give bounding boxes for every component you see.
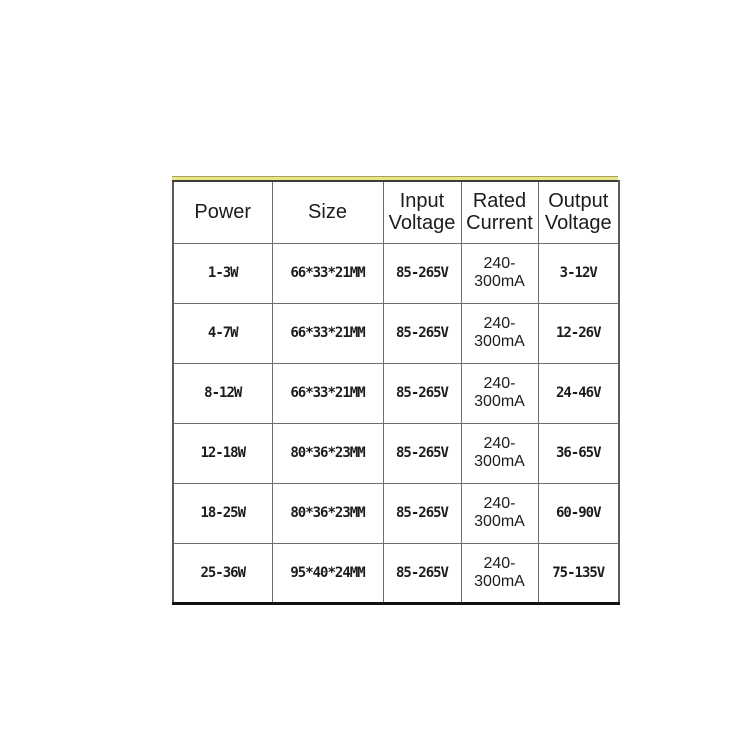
cell-output-voltage: 60-90V bbox=[538, 483, 619, 543]
cell-size: 66*33*21MM bbox=[272, 243, 383, 303]
cell-power: 25-36W bbox=[173, 543, 272, 603]
spec-table bbox=[172, 176, 618, 605]
cell-output-voltage: 12-26V bbox=[538, 303, 619, 363]
spec-table-grid bbox=[172, 180, 620, 605]
column-header-output-voltage: Output Voltage bbox=[538, 181, 619, 243]
cell-rated-current: 240-300mA bbox=[461, 543, 538, 603]
column-header-power: Power bbox=[173, 181, 272, 243]
cell-size: 80*36*23MM bbox=[272, 423, 383, 483]
cell-output-voltage: 75-135V bbox=[538, 543, 619, 603]
cell-power: 4-7W bbox=[173, 303, 272, 363]
cell-output-voltage: 24-46V bbox=[538, 363, 619, 423]
cell-rated-current: 240-300mA bbox=[461, 363, 538, 423]
cell-rated-current: 240-300mA bbox=[461, 243, 538, 303]
header-row bbox=[173, 181, 619, 243]
cell-output-voltage: 36-65V bbox=[538, 423, 619, 483]
cell-power: 12-18W bbox=[173, 423, 272, 483]
table-row bbox=[173, 303, 619, 363]
table-row bbox=[173, 243, 619, 303]
cell-input-voltage: 85-265V bbox=[383, 423, 461, 483]
cell-rated-current: 240-300mA bbox=[461, 423, 538, 483]
cell-input-voltage: 85-265V bbox=[383, 483, 461, 543]
cell-size: 66*33*21MM bbox=[272, 363, 383, 423]
column-header-size: Size bbox=[272, 181, 383, 243]
cell-rated-current: 240-300mA bbox=[461, 303, 538, 363]
table-row bbox=[173, 483, 619, 543]
cell-power: 8-12W bbox=[173, 363, 272, 423]
cell-rated-current: 240-300mA bbox=[461, 483, 538, 543]
cell-power: 1-3W bbox=[173, 243, 272, 303]
cell-input-voltage: 85-265V bbox=[383, 243, 461, 303]
table-row bbox=[173, 423, 619, 483]
column-header-rated-current: Rated Current bbox=[461, 181, 538, 243]
cell-size: 95*40*24MM bbox=[272, 543, 383, 603]
cell-input-voltage: 85-265V bbox=[383, 303, 461, 363]
table-row bbox=[173, 363, 619, 423]
table-row bbox=[173, 543, 619, 603]
cell-power: 18-25W bbox=[173, 483, 272, 543]
cell-size: 66*33*21MM bbox=[272, 303, 383, 363]
cell-size: 80*36*23MM bbox=[272, 483, 383, 543]
column-header-input-voltage: Input Voltage bbox=[383, 181, 461, 243]
cell-input-voltage: 85-265V bbox=[383, 363, 461, 423]
cell-input-voltage: 85-265V bbox=[383, 543, 461, 603]
cell-output-voltage: 3-12V bbox=[538, 243, 619, 303]
